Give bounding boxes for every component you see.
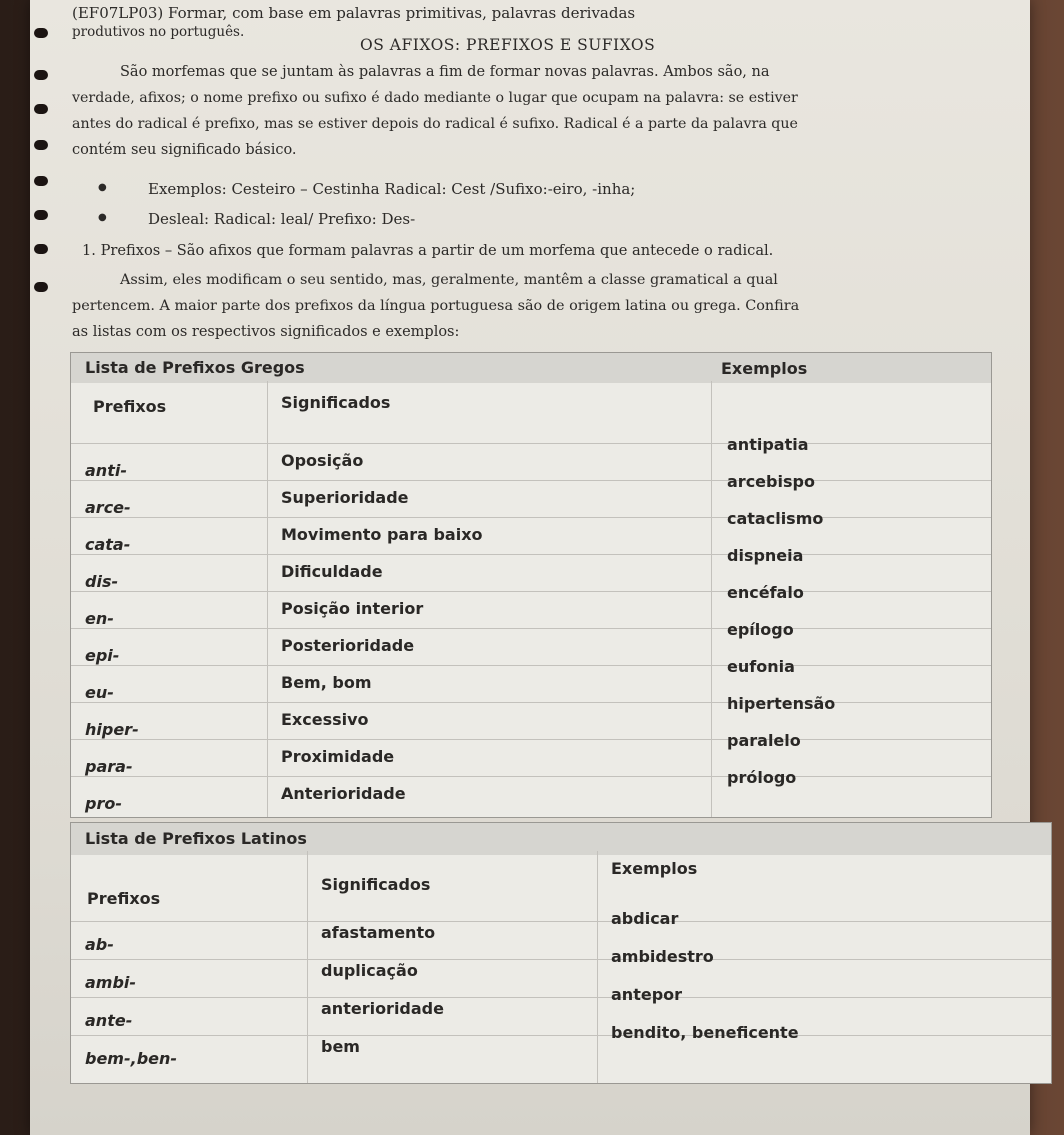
table-row-divider (71, 480, 991, 481)
prefix-cell: eu- (85, 683, 114, 702)
greek-prefix-table (70, 352, 992, 818)
bullet-1: Exemplos: Cesteiro – Cestinha Radical: Cest /Sufixo:-eiro, -inha; (148, 180, 636, 198)
table-row-divider (71, 739, 991, 740)
meaning-cell: Proximidade (281, 747, 395, 766)
meaning-cell: afastamento (321, 923, 436, 942)
table-row-divider (71, 628, 991, 629)
bullet-2: Desleal: Radical: leal/ Prefixo: Des- (148, 210, 416, 228)
example-cell: paralelo (727, 731, 801, 750)
meaning-cell: Oposição (281, 451, 364, 470)
greek-header-significados: Significados (281, 393, 391, 412)
table-row-divider (71, 959, 1051, 960)
latin-table-title: Lista de Prefixos Latinos (71, 823, 1051, 855)
example-cell: hipertensão (727, 694, 836, 713)
latin-header-significados: Significados (321, 875, 431, 894)
paragraph2-line2: pertencem. A maior parte dos prefixos da língua portuguesa são de origem latina ou grega. Confira (72, 298, 800, 314)
meaning-cell: Superioridade (281, 488, 409, 507)
example-cell: encéfalo (727, 583, 804, 602)
meaning-cell: Movimento para baixo (281, 525, 483, 544)
example-cell: antipatia (727, 435, 809, 454)
bullet-dot-2: ● (98, 212, 107, 223)
table-row-divider (71, 554, 991, 555)
example-cell: bendito, beneficente (611, 1023, 799, 1042)
prefix-cell: ante- (85, 1011, 133, 1030)
prefixos-heading: 1. Prefixos – São afixos que formam palavras a partir de um morfema que antecede o radical. (82, 242, 774, 259)
meaning-cell: duplicação (321, 961, 418, 980)
greek-header-prefixos: Prefixos (93, 397, 167, 416)
paragraph1-line3: antes do radical é prefixo, mas se estiver depois do radical é sufixo. Radical é a parte da palavra que (72, 116, 798, 132)
worksheet-page (30, 0, 1030, 1135)
example-cell: eufonia (727, 657, 795, 676)
latin-header-exemplos: Exemplos (611, 859, 698, 878)
example-cell: dispneia (727, 546, 804, 565)
latin-header-prefixos: Prefixos (87, 889, 161, 908)
table-row-divider (71, 776, 991, 777)
meaning-cell: Posição interior (281, 599, 424, 618)
meaning-cell: bem (321, 1037, 360, 1056)
prefix-cell: dis- (85, 572, 119, 591)
prefix-cell: arce- (85, 498, 131, 517)
greek-header-exemplos: Exemplos (721, 359, 808, 378)
example-cell: prólogo (727, 768, 797, 787)
greek-table-title: Lista de Prefixos Gregos (71, 353, 991, 383)
table-row-divider (71, 921, 1051, 922)
meaning-cell: Dificuldade (281, 562, 383, 581)
prefix-cell: anti- (85, 461, 127, 480)
table-row-divider (71, 665, 991, 666)
prefix-cell: ambi- (85, 973, 137, 992)
table-row-divider (71, 1035, 1051, 1036)
meaning-cell: Anterioridade (281, 784, 406, 803)
table-row-divider (71, 997, 1051, 998)
example-cell: epílogo (727, 620, 794, 639)
example-cell: antepor (611, 985, 683, 1004)
meaning-cell: anterioridade (321, 999, 444, 1018)
table-row-divider (71, 517, 991, 518)
prefix-cell: pro- (85, 794, 122, 813)
paragraph2-line3: as listas com os respectivos significados e exemplos: (72, 324, 460, 340)
latin-prefix-table (70, 822, 1052, 1084)
prefix-cell: epi- (85, 646, 120, 665)
meaning-cell: Bem, bom (281, 673, 372, 692)
prefix-cell: bem-,ben- (85, 1049, 178, 1068)
paragraph1-line2: verdade, afixos; o nome prefixo ou sufixo é dado mediante o lugar que ocupam na palavra: se estiver (72, 90, 798, 106)
section-title: OS AFIXOS: PREFIXOS E SUFIXOS (360, 36, 656, 54)
prefix-cell: cata- (85, 535, 131, 554)
skill-code-line: (EF07LP03) Formar, com base em palavras primitivas, palavras derivadas (72, 4, 636, 22)
example-cell: abdicar (611, 909, 679, 928)
table-row-divider (71, 702, 991, 703)
skill-code-line-2: produtivos no português. (72, 24, 245, 40)
meaning-cell: Excessivo (281, 710, 369, 729)
example-cell: arcebispo (727, 472, 815, 491)
paragraph1-line1: São morfemas que se juntam às palavras a fim de formar novas palavras. Ambos são, na (120, 64, 770, 80)
prefix-cell: en- (85, 609, 114, 628)
meaning-cell: Posterioridade (281, 636, 415, 655)
prefix-cell: para- (85, 757, 133, 776)
prefix-cell: hiper- (85, 720, 139, 739)
example-cell: ambidestro (611, 947, 714, 966)
paragraph1-line4: contém seu significado básico. (72, 142, 297, 158)
table-row-divider (71, 591, 991, 592)
prefix-cell: ab- (85, 935, 114, 954)
example-cell: cataclismo (727, 509, 824, 528)
paragraph2-line1: Assim, eles modificam o seu sentido, mas, geralmente, mantêm a classe gramatical a qual (120, 272, 778, 288)
table-row-divider (71, 443, 991, 444)
bullet-dot-1: ● (98, 182, 107, 193)
